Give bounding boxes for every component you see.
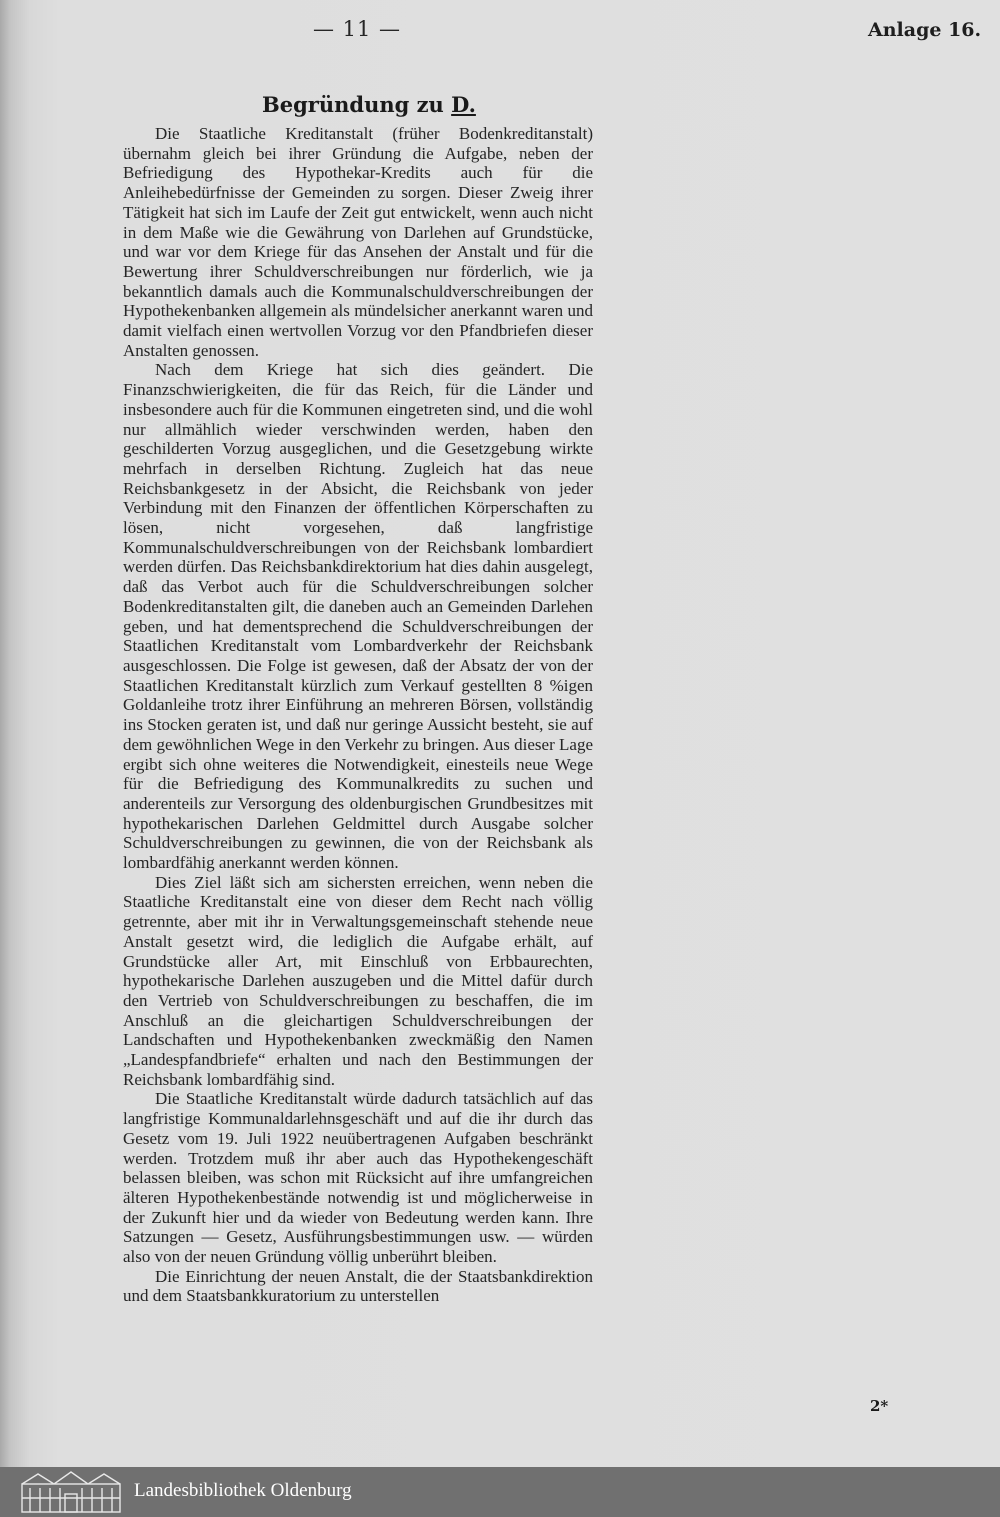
section-heading: [262, 92, 476, 117]
page-number: — 11 —: [312, 17, 402, 41]
printer-signature-mark: 2*: [870, 1397, 889, 1415]
body-text: [123, 124, 593, 1306]
paragraph: Dies Ziel läßt sich am sichersten erreichen, wenn neben die Staatliche Kreditanstalt eine von dieser dem Recht nach völlig getrennte, aber mit ihr in Verwaltungsgemeinschaft stehende neue Anstalt gesetzt wird, die lediglich die Aufgabe erhält, auf Grundstücke aller Art, mit Einschluß von Erbbaurechten, hypothekarische Darlehen auszugeben und die Mittel dafür durch den Vertrieb von Schuldverschreibungen zu beschaffen, die im Anschluß an die gleichartigen Schuldverschreibungen der Landschaften und Hypothekenbanken zweckmäßig den Namen „Landespfandbriefe“ erhalten und nach den Bestimmungen der Reichsbank lombardfähig sind.: [123, 872, 593, 1089]
annex-label: Anlage 16.: [868, 19, 982, 41]
paragraph: Die Einrichtung der neuen Anstalt, die der Staatsbankdirektion und dem Staatsbankkuratorium zu unterstellen: [123, 1266, 593, 1306]
paragraph: Nach dem Kriege hat sich dies geändert. Die Finanzschwierigkeiten, die für das Reich, für die Länder und insbesondere auch für die Kommunen eingetreten sind, und die wohl nur allmählich wieder verschwinden werden, haben den geschilderten Vorzug ausgeglichen, und die Gesetzgebung wirkte mehrfach in derselben Richtung. Zugleich hat das neue Reichsbankgesetz in der Absicht, die Reichsbank von jeder Verbindung mit den Finanzen der öffentlichen Körperschaften zu lösen, nicht vorgesehen, daß langfristige Kommunalschuldverschreibungen von der Reichsbank lombardiert werden dürfen. Das Reichsbankdirektorium hat dies dahin ausgelegt, daß das Verbot auch für die Schuldverschreibungen solcher Bodenkreditanstalten gilt, die daneben auch an Gemeinden Darlehen geben, und hat dementsprechend die Schuldverschreibungen der Staatlichen Kreditanstalt vom Lombardverkehr der Reichsbank ausgeschlossen. Die Folge ist gewesen, daß der Absatz der von der Staatlichen Kreditanstalt kürzlich zum Verkauf gestellten 8 %igen Goldanleihe trotz ihrer Einführung an mehreren Börsen, vollständig ins Stocken geraten ist, und daß nur geringe Aussicht besteht, sie auf dem gewöhnlichen Wege in den Verkehr zu bringen. Aus dieser Lage ergibt sich ohne weiteres die Notwendigkeit, einesteils neue Wege für die Befriedigung des Kommunalkredits zu suchen und anderenteils zur Versorgung des oldenburgischen Grundbesitzes mit hypothekarischen Darlehen Geldmittel durch Ausgabe solcher Schuldverschreibungen zu gewinnen, die von der Reichsbank als lombardfähig anerkannt werden können.: [123, 360, 593, 873]
paragraph: Die Staatliche Kreditanstalt würde dadurch tatsächlich auf das langfristige Kommunaldarlehnsgeschäft und auf die ihr durch das Gesetz vom 19. Juli 1922 neuübertragenen Aufgaben beschränkt werden. Trotzdem muß ihr aber auch das Hypothekengeschäft belassen bleiben, was schon mit Rücksicht auf ihre umfangreichen älteren Hypothekenbestände notwendig ist und möglicherweise in der Zukunft hier und da wieder von Bedeutung werden kann. Ihre Satzungen — Gesetz, Ausführungsbestimmungen usw. — würden also von der neuen Gründung völlig unberührt bleiben.: [123, 1089, 593, 1267]
heading-letter: D.: [451, 92, 476, 117]
library-name: Landesbibliothek Oldenburg: [134, 1480, 352, 1501]
footer-bar: [0, 1467, 1000, 1517]
paragraph: Die Staatliche Kreditanstalt (früher Bodenkreditanstalt) übernahm gleich bei ihrer Gründung die Aufgabe, neben der Befriedigung des Hypothekar-Kredits auch für die Anleihebedürfnisse der Gemeinden zu sorgen. Dieser Zweig ihrer Tätigkeit hat sich im Laufe der Zeit gut entwickelt, wenn auch nicht in dem Maße wie die Gewährung von Darlehen auf Grundstücke, und war vor dem Kriege für das Ansehen der Anstalt und für die Bewertung ihrer Schuldverschreibungen nur förderlich, wie ja bekanntlich damals auch die Kommunalschuldverschreibungen der Hypothekenbanken allgemein als mündelsicher anerkannt waren und damit vielfach einen wertvollen Vorzug vor den Pfandbriefen dieser Anstalten genossen.: [123, 124, 593, 360]
heading-prefix: Begründung zu: [262, 92, 444, 117]
library-building-logo-icon: [20, 1470, 122, 1514]
